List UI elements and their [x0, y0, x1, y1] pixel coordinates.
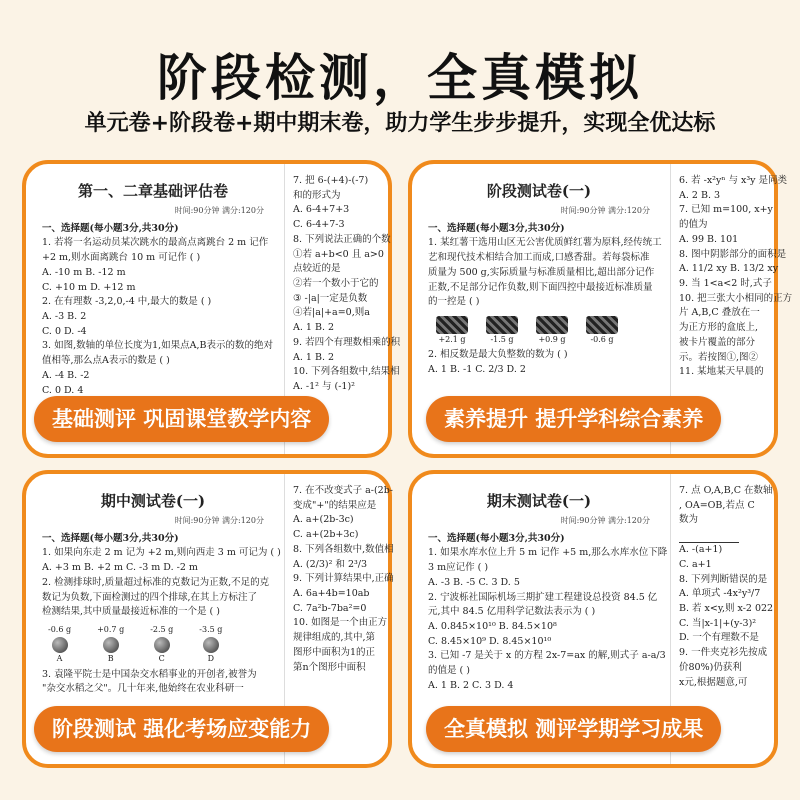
paper-line: C. 0 D. -4 — [42, 325, 87, 337]
page-headline: 阶段检测，全真模拟 — [157, 49, 643, 107]
paper-line: 2. 宁波栎社国际机场三期扩建工程建设总投资 84.5 亿 — [428, 591, 658, 603]
product-weight-item — [586, 316, 618, 346]
paper-line: A. 0.845×10¹⁰ B. 84.5×10⁸ — [428, 620, 557, 632]
weight-label: -0.6 g — [590, 334, 614, 344]
paper-line: 1. 某红薯干选用山区无公害优质鲜红薯为原料,经传统工 — [428, 237, 662, 249]
paper-line: A. -1² 与 (-1)² — [293, 381, 355, 393]
paper-line: A. 1 B. 2 C. 3 D. 4 — [428, 679, 514, 691]
paper-line: 的值是 ( ) — [428, 665, 470, 677]
paper-line: 2. 在有理数 -3,2,0,-4 中,最大的数是 ( ) — [42, 296, 212, 308]
paper-line: 元,其中 84.5 亿用科学记数法表示为 ( ) — [428, 606, 596, 618]
option-letter: A — [56, 654, 63, 664]
card-final-test — [408, 470, 778, 768]
option-letter: C — [158, 654, 165, 664]
paper-line: 7. 点 O,A,B,C 在数轴 — [679, 485, 773, 496]
paper-line: 7. 已知 m=100, x+y — [679, 204, 773, 216]
paper-line: B. 若 x<y,则 x-2 022 — [679, 603, 774, 615]
paper-line: A. 11/2 xy B. 13/2 xy — [679, 263, 779, 275]
paper-meta: 时间:90分钟 满分:120分 — [174, 206, 264, 216]
paper-line: 1. 若将一名运动员某次跳水的最高点离跳台 2 m 记作 — [42, 237, 269, 249]
weight-label: +0.7 g — [97, 624, 125, 634]
page-subheadline: 单元卷+阶段卷+期中期末卷，助力学生步步提升，实现全优达标 — [84, 111, 716, 136]
paper-line: "杂交水稻之父"。几十年来,他始终在农业科研一 — [42, 683, 244, 695]
paper-line: 检测结果,其中质量最接近标准的一个是 ( ) — [42, 606, 220, 618]
paper-line: A. (2/3)² 和 2³/3 — [293, 558, 368, 570]
paper-line: C. 当|x-1|+(y-3)² — [679, 617, 757, 629]
paper-line: 一、选择题(每小题3分,共30分) — [428, 532, 565, 544]
volleyball-figure — [48, 624, 264, 666]
paper-line: 1. 如果向东走 2 m 记为 +2 m,则向西走 3 m 可记为 ( ) — [42, 547, 281, 559]
paper-line: 数为 — [679, 514, 699, 526]
paper-line: A. -3 B. 2 — [42, 310, 87, 322]
paper-line: 6. 若 -x²yⁿ 与 x³y 是同类 — [679, 175, 788, 186]
sweet-potato-bag-icon — [536, 316, 568, 334]
paper-line: 8. 下列各组数中,数值相 — [293, 543, 394, 555]
volleyball-icon — [203, 637, 219, 653]
paper-line: A. 1 B. -1 C. 2/3 D. 2 — [428, 364, 526, 376]
paper-line: A. a+(2b-3c) — [293, 514, 354, 526]
weight-label: +2.1 g — [438, 334, 466, 344]
product-weight-item — [436, 316, 468, 346]
paper-line: 7. 把 6-(+4)-(-7) — [293, 175, 369, 186]
paper-title: 期末测试卷(一) — [486, 492, 592, 510]
paper-line: 一、选择题(每小题3分,共30分) — [428, 222, 565, 234]
paper-line: 8. 下列判断错误的是 — [679, 573, 768, 585]
paper-line: 数记为负数,下面检测过的四个排球,在其上方标注了 — [42, 591, 258, 603]
paper-line: ①若 a+b<0 且 a>0 — [293, 248, 384, 260]
paper-line: A. 6-4+7+3 — [293, 204, 350, 216]
card-stage-test — [408, 160, 793, 458]
paper-line: D. 一个有理数不是 — [679, 632, 759, 644]
paper-line: A. 单项式 -4x²y³/7 — [679, 588, 761, 600]
paper-line: 3. 已知 -7 是关于 x 的方程 2x-7=ax 的解,则式子 a-a/3 — [428, 650, 666, 662]
paper-line: C. 7a²b-7ba²=0 — [293, 602, 367, 614]
paper-title: 阶段测试卷(一) — [486, 182, 592, 200]
paper-line: C. a+1 — [679, 558, 712, 570]
paper-line: A. -10 m B. -12 m — [42, 266, 126, 278]
paper-line: ③ -|a|一定是负数 — [293, 292, 368, 304]
volleyball-item — [97, 624, 124, 666]
paper-line: , OA=OB,若点 C — [679, 499, 755, 511]
paper-meta: 时间:90分钟 满分:120分 — [560, 206, 650, 216]
volleyball-icon — [154, 637, 170, 653]
sweet-potato-bag-icon — [586, 316, 618, 334]
paper-line: 被卡片覆盖的部分 — [679, 336, 756, 348]
paper-line: 一、选择题(每小题3分,共30分) — [42, 222, 179, 234]
paper-line: 一、选择题(每小题3分,共30分) — [42, 532, 179, 544]
paper-line: A. -4 B. -2 — [42, 369, 90, 381]
paper-line: A. +3 m B. +2 m C. -3 m D. -2 m — [42, 562, 198, 574]
paper-line: 3. 如图,数轴的单位长度为1,如果点A,B表示的数的绝对 — [42, 340, 274, 352]
paper-meta: 时间:90分钟 满分:120分 — [560, 516, 650, 526]
volleyball-item — [150, 624, 173, 666]
paper-line: 图形中面积为1的正 — [293, 646, 376, 658]
volleyball-icon — [103, 637, 119, 653]
paper-line: 值相等,那么点A表示的数是 ( ) — [42, 355, 170, 367]
paper-line: 示。若按图①,图② — [679, 351, 759, 363]
paper-line: x元,根据题意,可 — [679, 676, 748, 688]
card-banner: 素养提升 提升学科综合素养 — [426, 396, 721, 442]
paper-line: 规律组成的,其中,第 — [293, 632, 376, 644]
paper-line: 变成"+"的结果应是 — [293, 499, 377, 511]
paper-line: 11. 某地某天早晨的 — [679, 366, 764, 378]
paper-line: ④若|a|+a=0,则a — [293, 307, 370, 319]
number-line-figure — [679, 528, 739, 543]
paper-line: C. 6-4+7-3 — [293, 219, 345, 231]
card-basic-assessment — [22, 160, 401, 458]
weight-label: -0.6 g — [48, 624, 72, 634]
paper-line: A. 1 B. 2 — [293, 322, 335, 334]
product-weight-item — [536, 316, 568, 346]
paper-line: C. a+(2b+3c) — [293, 529, 359, 541]
paper-line: C. 8.45×10⁹ D. 8.45×10¹⁰ — [428, 635, 552, 647]
paper-title: 期中测试卷(一) — [100, 492, 206, 510]
paper-line: A. -(a+1) — [679, 544, 723, 556]
volleyball-item — [199, 624, 222, 666]
paper-line: 9. 当 1<a<2 时,式子 — [679, 278, 772, 290]
paper-line: 9. 一件夹克衫先按成 — [679, 647, 768, 659]
paper-line: A. 6a+4b=10ab — [293, 588, 370, 600]
paper-line: 片 A,B,C 叠放在一 — [679, 307, 760, 319]
weight-label: +0.9 g — [538, 334, 566, 344]
paper-line: 正数,不足部分记作负数,则下面四控中最接近标准质量 — [428, 281, 653, 293]
paper-line: 2. 检测排球时,质量超过标准的克数记为正数,不足的克 — [42, 576, 270, 588]
paper-line: C. +10 m D. +12 m — [42, 281, 136, 293]
paper-line: 9. 若四个有理数相乘的积 — [293, 336, 401, 348]
paper-line: 价80%)仍获利 — [679, 661, 742, 673]
paper-line: A. 99 B. 101 — [679, 233, 739, 245]
paper-line: 质量为 500 g,实际质量与标准质量相比,超出部分记作 — [428, 266, 655, 278]
paper-meta: 时间:90分钟 满分:120分 — [174, 516, 264, 526]
sweet-potato-bag-icon — [486, 316, 518, 334]
paper-line: 3 m应记作 ( ) — [428, 562, 489, 574]
paper-title: 第一、二章基础评估卷 — [77, 182, 228, 200]
paper-line: 的一控是 ( ) — [428, 296, 480, 308]
paper-line: 8. 图中阴影部分的面积是 — [679, 248, 787, 260]
paper-line: 10. 把三张大小相同的正方 — [679, 292, 793, 304]
paper-line: 和的形式为 — [293, 189, 341, 201]
paper-line: C. 0 D. 4 — [42, 384, 84, 396]
paper-line: 9. 下列计算结果中,正确 — [293, 573, 394, 585]
weight-label: -3.5 g — [199, 624, 223, 634]
card-banner: 阶段测试 强化考场应变能力 — [34, 706, 329, 752]
paper-line: 第n个图形中面积 — [293, 661, 366, 673]
paper-line: 8. 下列说法正确的个数 — [293, 233, 391, 245]
paper-line: 为正方形的盒底上, — [679, 322, 759, 334]
product-weight-item — [486, 316, 518, 346]
volleyball-icon — [52, 637, 68, 653]
paper-line: 10. 如图是一个由正方 — [293, 617, 388, 629]
sweet-potato-bag-icon — [436, 316, 468, 334]
option-letter: B — [107, 654, 114, 664]
option-letter: D — [207, 654, 215, 664]
product-weights-figure — [436, 316, 650, 346]
weight-label: -1.5 g — [490, 334, 514, 344]
paper-line: 2. 相反数是最大负整数的数为 ( ) — [428, 349, 568, 361]
card-banner: 基础测评 巩固课堂教学内容 — [34, 396, 329, 442]
paper-line: 点较近的是 — [293, 263, 341, 275]
paper-line: 的值为 — [679, 219, 708, 231]
paper-line: 艺和现代技术相结合加工而成,口感香甜。若每袋标准 — [428, 252, 650, 264]
paper-line: 10. 下列各组数中,结果相 — [293, 366, 400, 378]
paper-line: 7. 在不改变式子 a-(2b- — [293, 485, 394, 496]
weight-label: -2.5 g — [150, 624, 174, 634]
paper-line: A. 1 B. 2 — [293, 351, 335, 363]
volleyball-item — [48, 624, 71, 666]
card-midterm-test — [22, 470, 392, 768]
paper-line: +2 m,则水面离跳台 10 m 可记作 ( ) — [42, 252, 201, 264]
paper-line: 3. 袁隆平院士是中国杂交水稻事业的开创者,被誉为 — [42, 668, 257, 680]
card-banner: 全真模拟 测评学期学习成果 — [426, 706, 721, 752]
paper-line: ②若一个数小于它的 — [293, 278, 379, 290]
paper-line: A. 2 B. 3 — [679, 189, 721, 201]
paper-line: 1. 如果水库水位上升 5 m 记作 +5 m,那么水库水位下降 — [428, 547, 668, 559]
paper-line: A. -3 B. -5 C. 3 D. 5 — [428, 576, 520, 588]
